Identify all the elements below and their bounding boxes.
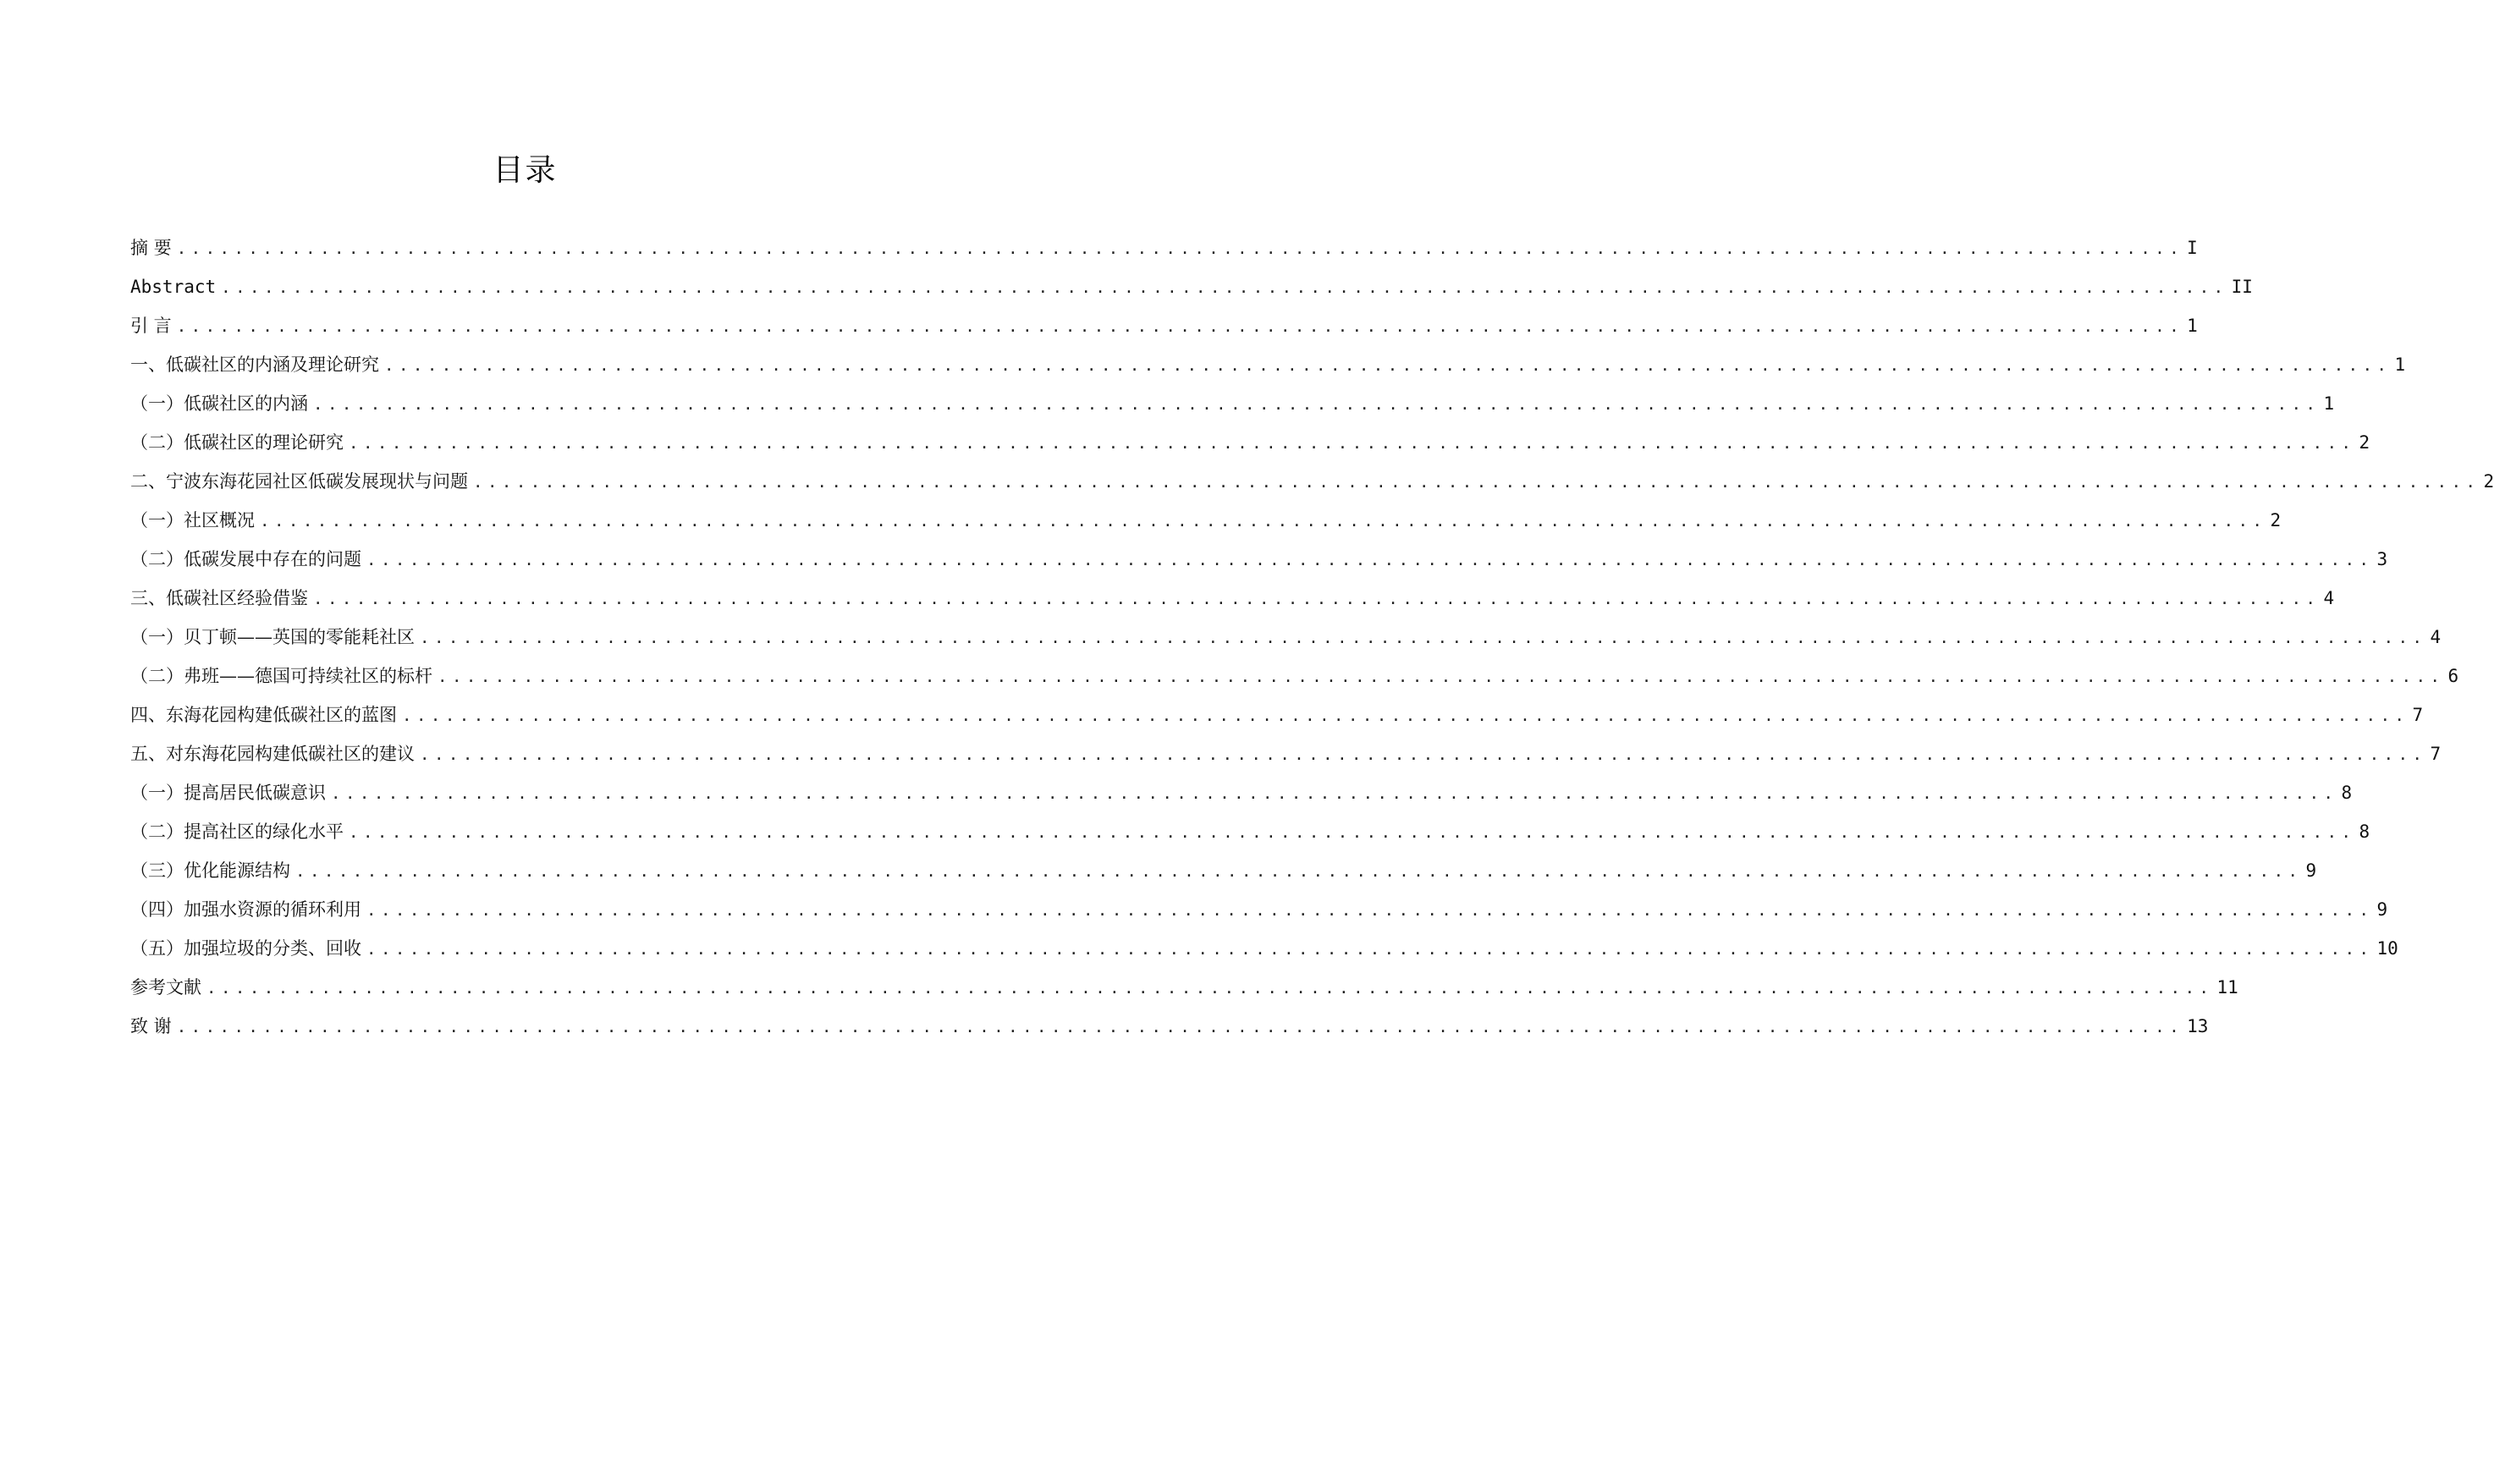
toc-page-number: 7 xyxy=(2412,705,2424,725)
toc-entry xyxy=(130,228,2198,267)
toc-entry xyxy=(130,695,2424,734)
toc-entry-label: 五、对东海花园构建低碳社区的建议 xyxy=(130,744,415,764)
toc-page-number: 1 xyxy=(2187,316,2198,336)
toc-dot-leader: ............................................................................................................................................ xyxy=(402,706,2409,725)
toc-entry xyxy=(130,890,2388,929)
toc-dot-leader: ............................................................................................................................................ xyxy=(420,745,2427,764)
toc-entry-label: （一）贝丁顿——英国的零能耗社区 xyxy=(130,627,415,647)
toc-page-number: 8 xyxy=(2359,822,2370,842)
toc-page-number: I xyxy=(2187,238,2198,258)
toc-dot-leader: ............................................................................................................................................ xyxy=(221,278,2228,297)
toc-page-number: 2 xyxy=(2359,432,2370,453)
toc-dot-leader: ............................................................................................................................................ xyxy=(366,551,2374,569)
toc-dot-leader: ............................................................................................................................................ xyxy=(349,434,2356,453)
toc-dot-leader: ............................................................................................................................................ xyxy=(366,940,2374,959)
toc-dot-leader: ............................................................................................................................................ xyxy=(176,1018,2184,1036)
toc-page-number: 7 xyxy=(2430,744,2442,764)
toc-page-number: 1 xyxy=(2323,393,2335,414)
toc-entry xyxy=(130,384,2335,423)
toc-dot-leader: ............................................................................................................................................ xyxy=(349,823,2356,842)
toc-entry-label: （二）弗班——德国可持续社区的标杆 xyxy=(130,666,432,686)
toc-dot-leader: ............................................................................................................................................ xyxy=(313,590,2321,608)
toc-entry xyxy=(130,968,2238,1007)
toc-page-number: 4 xyxy=(2430,627,2442,647)
toc-entry-label: 摘 要 xyxy=(130,238,172,258)
toc-page-number: 10 xyxy=(2376,938,2398,959)
toc-entry xyxy=(130,423,2370,462)
toc-entry xyxy=(130,773,2353,812)
toc-page-number: 3 xyxy=(2376,549,2388,569)
toc-entry-label: （二）提高社区的绿化水平 xyxy=(130,822,344,842)
toc-page-number: 6 xyxy=(2447,666,2459,686)
toc-entry xyxy=(130,462,2494,501)
toc-entry xyxy=(130,929,2398,968)
toc-entry xyxy=(130,812,2370,851)
toc-entry xyxy=(130,851,2317,890)
toc-entry xyxy=(130,267,2253,306)
toc-dot-leader: ............................................................................................................................................ xyxy=(384,356,2392,375)
toc-entry xyxy=(130,345,2406,384)
toc-page-number: 8 xyxy=(2341,783,2353,803)
toc-page-number: 9 xyxy=(2305,860,2317,881)
toc-page-number: 9 xyxy=(2376,899,2388,920)
toc-dot-leader: ............................................................................................................................................ xyxy=(313,395,2321,414)
toc-dot-leader: ............................................................................................................................................ xyxy=(295,862,2303,881)
toc-entry-label: Abstract xyxy=(130,277,217,297)
toc-entry-label: （一）低碳社区的内涵 xyxy=(130,393,308,414)
toc-entry-label: 参考文献 xyxy=(130,977,201,998)
toc-entry xyxy=(130,579,2335,618)
toc-entry xyxy=(130,734,2442,773)
toc-entry xyxy=(130,657,2459,695)
toc-dot-leader: ............................................................................................................................................ xyxy=(206,979,2214,998)
toc-entry-label: （二）低碳发展中存在的问题 xyxy=(130,549,361,569)
toc-page-number: II xyxy=(2231,277,2253,297)
toc-entry-label: 四、东海花园构建低碳社区的蓝图 xyxy=(130,705,397,725)
toc-dot-leader: ............................................................................................................................................ xyxy=(331,784,2338,803)
toc-entry-label: （五）加强垃圾的分类、回收 xyxy=(130,938,361,959)
toc-entry xyxy=(130,540,2388,579)
toc-title: 目录 xyxy=(493,153,558,188)
toc-page-number: 11 xyxy=(2216,977,2238,998)
table-of-contents xyxy=(130,228,2494,1046)
toc-dot-leader: ............................................................................................................................................ xyxy=(176,317,2184,336)
toc-dot-leader: ............................................................................................................................................ xyxy=(260,512,2267,530)
toc-entry xyxy=(130,501,2282,540)
toc-entry-label: （三）优化能源结构 xyxy=(130,860,290,881)
toc-page-number: 2 xyxy=(2483,471,2494,492)
toc-page-number: 13 xyxy=(2187,1016,2209,1036)
toc-entry-label: 一、低碳社区的内涵及理论研究 xyxy=(130,355,379,375)
toc-entry-label: 引 言 xyxy=(130,316,172,336)
toc-entry xyxy=(130,618,2442,657)
toc-dot-leader: ............................................................................................................................................ xyxy=(473,473,2480,492)
toc-page-number: 1 xyxy=(2394,355,2406,375)
toc-entry-label: （四）加强水资源的循环利用 xyxy=(130,899,361,920)
toc-page-number: 2 xyxy=(2270,510,2282,530)
toc-entry-label: （一）社区概况 xyxy=(130,510,255,530)
toc-entry-label: （一）提高居民低碳意识 xyxy=(130,783,326,803)
toc-entry-label: 三、低碳社区经验借鉴 xyxy=(130,588,308,608)
toc-dot-leader: ............................................................................................................................................ xyxy=(420,629,2427,647)
toc-entry xyxy=(130,1007,2209,1046)
toc-entry-label: 致 谢 xyxy=(130,1016,172,1036)
toc-entry-label: （二）低碳社区的理论研究 xyxy=(130,432,344,453)
toc-entry-label: 二、宁波东海花园社区低碳发展现状与问题 xyxy=(130,471,468,492)
toc-dot-leader: ............................................................................................................................................ xyxy=(438,668,2445,686)
toc-page-number: 4 xyxy=(2323,588,2335,608)
toc-entry xyxy=(130,306,2198,345)
toc-dot-leader: ............................................................................................................................................ xyxy=(366,901,2374,920)
toc-dot-leader: ............................................................................................................................................ xyxy=(176,239,2184,258)
